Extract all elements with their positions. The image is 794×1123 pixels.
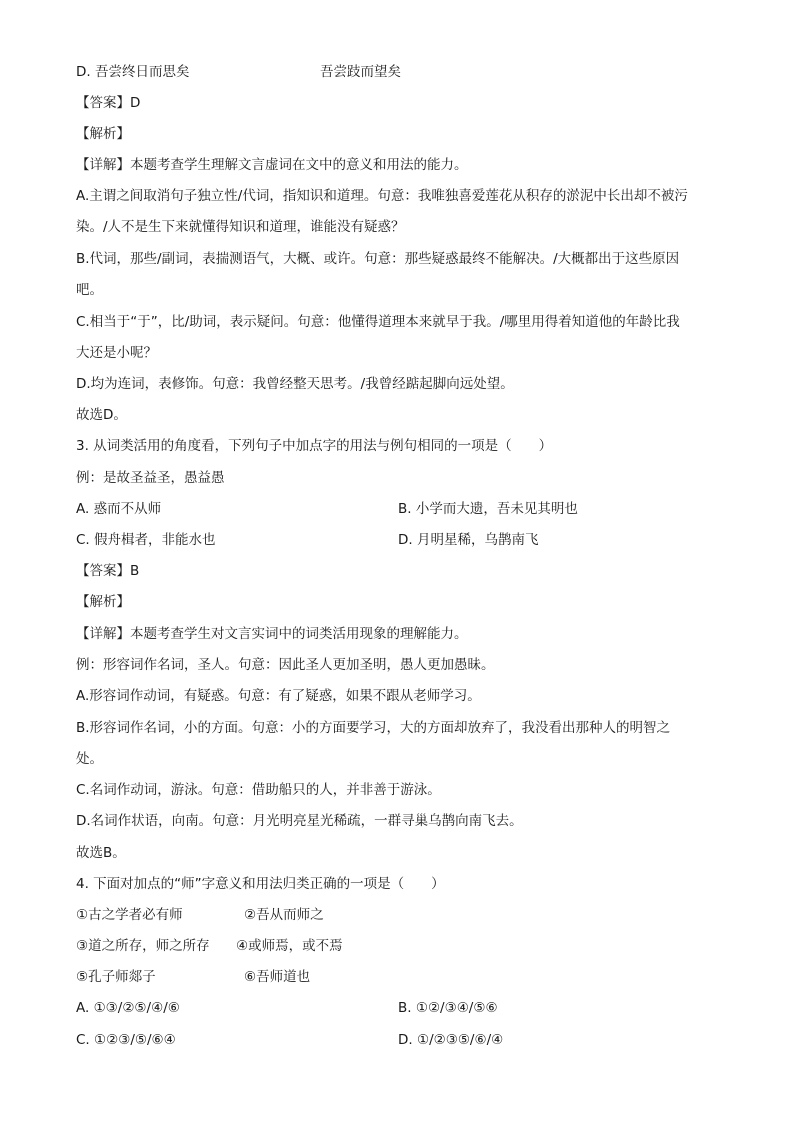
q3-analysis-label: 【解析】 [76, 594, 130, 610]
q3-explain-c: C.名词作动词，游泳。句意：借助船只的人，并非善于游泳。 [76, 782, 441, 798]
q4-item-6: ⑥吾师道也 [244, 969, 311, 985]
q4-stem: 4. 下面对加点的“师”字意义和用法归类正确的一项是（ ） [76, 876, 445, 892]
q3-explain-b-line2: 处。 [76, 751, 103, 767]
q4-item-4: ④或师焉，或不焉 [236, 938, 343, 954]
q3-explain-b-line1: B.形容词作名词，小的方面。句意：小的方面要学习，大的方面却放弃了，我没看出那种人的明智之 [76, 720, 671, 736]
q2-explain-c-line2: 大还是小呢？ [76, 345, 157, 361]
q3-example: 例：是故圣益圣，愚益愚 [76, 470, 225, 486]
q2-detail: 【详解】本题考查学生理解文言虚词在文中的意义和用法的能力。 [76, 157, 468, 173]
q4-item-2: ②吾从而师之 [244, 907, 324, 923]
q3-option-c: C. 假舟楫者，非能水也 [76, 532, 216, 548]
q3-options-row1 [76, 499, 716, 519]
q4-items-row2 [76, 936, 716, 956]
q3-options-row2 [76, 530, 716, 550]
q2-option-d-row [76, 62, 716, 82]
q2-explain-c-line1: C.相当于“于”，比/助词，表示疑问。句意：他懂得道理本来就早于我。/哪里用得着知道他的年龄比我 [76, 314, 680, 330]
q3-explain-a: A.形容词作动词，有疑惑。句意：有了疑惑，如果不跟从老师学习。 [76, 688, 481, 704]
q2-option-d-right: 吾尝跂而望矣 [320, 64, 401, 80]
q3-answer: 【答案】B [76, 563, 140, 579]
q3-option-a: A. 惑而不从师 [76, 501, 162, 517]
q2-explain-b-line2: 吧。 [76, 282, 103, 298]
q4-options-row2 [76, 1030, 716, 1050]
q3-option-b: B. 小学而大遗，吾未见其明也 [398, 501, 578, 517]
q4-items-row1 [76, 905, 716, 925]
q4-options-row1 [76, 998, 716, 1018]
q3-stem: 3. 从词类活用的角度看，下列句子中加点字的用法与例句相同的一项是（ ） [76, 438, 553, 454]
q2-explain-a-line1: A.主谓之间取消句子独立性/代词，指知识和道理。句意：我唯独喜爱莲花从积存的淤泥中长出却不被污 [76, 188, 688, 204]
q3-explain-d: D.名词作状语，向南。句意：月光明亮星光稀疏，一群寻巢乌鹊向南飞去。 [76, 813, 523, 829]
q2-choose: 故选D。 [76, 407, 127, 423]
q2-option-d-left: D. 吾尝终日而思矣 [76, 64, 190, 80]
q2-explain-b-line1: B.代词，那些/副词，表揣测语气，大概、或许。句意：那些疑惑最终不能解决。/大概都出于这些原因 [76, 251, 680, 267]
q4-item-5: ⑤孔子师郯子 [76, 969, 156, 985]
q4-option-a: A. ①③/②⑤/④/⑥ [76, 1000, 180, 1016]
q3-option-d: D. 月明星稀，乌鹊南飞 [398, 532, 539, 548]
q3-detail: 【详解】本题考查学生对文言实词中的词类活用现象的理解能力。 [76, 626, 468, 642]
q2-answer: 【答案】D [76, 95, 141, 111]
q3-explain-example: 例：形容词作名词，圣人。句意：因此圣人更加圣明，愚人更加愚昧。 [76, 657, 495, 673]
q2-analysis-label: 【解析】 [76, 126, 130, 142]
q2-explain-d-line1: D.均为连词，表修饰。句意：我曾经整天思考。/我曾经踮起脚向远处望。 [76, 376, 514, 392]
q4-items-row3 [76, 967, 716, 987]
q2-explain-a-line2: 染。/人不是生下来就懂得知识和道理，谁能没有疑惑？ [76, 219, 405, 235]
q4-item-3: ③道之所存，师之所存 [76, 938, 210, 954]
q4-option-d: D. ①/②③⑤/⑥/④ [398, 1032, 504, 1048]
q4-item-1: ①古之学者必有师 [76, 907, 183, 923]
q3-choose: 故选B。 [76, 845, 126, 861]
q4-option-b: B. ①②/③④/⑤⑥ [398, 1000, 498, 1016]
q4-option-c: C. ①②③/⑤/⑥④ [76, 1032, 176, 1048]
